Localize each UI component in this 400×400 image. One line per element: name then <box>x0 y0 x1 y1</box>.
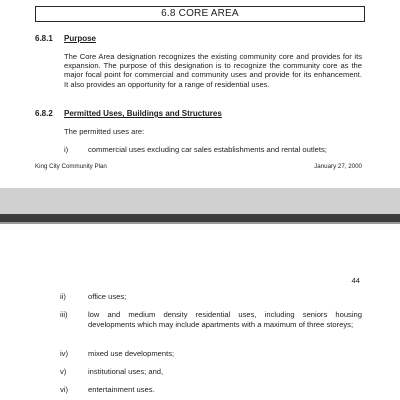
section-title-box <box>35 6 365 22</box>
section-number-682: 6.8.2 <box>35 109 53 118</box>
list-marker-iii: iii) <box>60 310 68 319</box>
list-marker-ii: ii) <box>60 292 66 301</box>
section-title: 6.8 CORE AREA <box>161 8 239 19</box>
list-item-office-uses: office uses; <box>88 292 127 301</box>
section-heading-permitted-uses: Permitted Uses, Buildings and Structures <box>64 109 222 118</box>
list-item-commercial-uses: commercial uses excluding car sales establishments and rental outlets; <box>88 145 327 154</box>
page-gap <box>0 188 400 214</box>
section-number-681: 6.8.1 <box>35 34 53 43</box>
list-marker-i: i) <box>64 145 69 154</box>
text-fade-overlay <box>206 349 288 358</box>
list-item-institutional-uses: institutional uses; and, <box>88 367 164 376</box>
list-marker-vi: vi) <box>60 385 69 394</box>
list-marker-v: v) <box>60 367 67 376</box>
footer-plan-name: King City Community Plan <box>35 163 107 170</box>
purpose-paragraph: The Core Area designation recognizes the existing community core and provides for its expansion. The purpose of this designation is to recognize the community core as the major focal point for commercial and community uses and provide for its enhancement. It also provides an opportunity for a range of residential uses. <box>64 52 362 89</box>
list-item-residential-uses: low and medium density residential uses, including seniors housing developments which may include apartments with a maximum of three storeys; <box>88 310 362 329</box>
section-heading-purpose: Purpose <box>64 34 97 43</box>
list-marker-iv: iv) <box>60 349 69 358</box>
page-edge-bar <box>0 214 400 222</box>
list-item-mixed-use: mixed use developments; <box>88 349 175 358</box>
page-edge-shadow <box>0 222 400 224</box>
permitted-uses-intro: The permitted uses are: <box>64 127 145 136</box>
page-number: 44 <box>351 276 360 285</box>
footer-date: January 27, 2000 <box>314 163 362 170</box>
list-item-entertainment-uses: entertainment uses. <box>88 385 155 394</box>
